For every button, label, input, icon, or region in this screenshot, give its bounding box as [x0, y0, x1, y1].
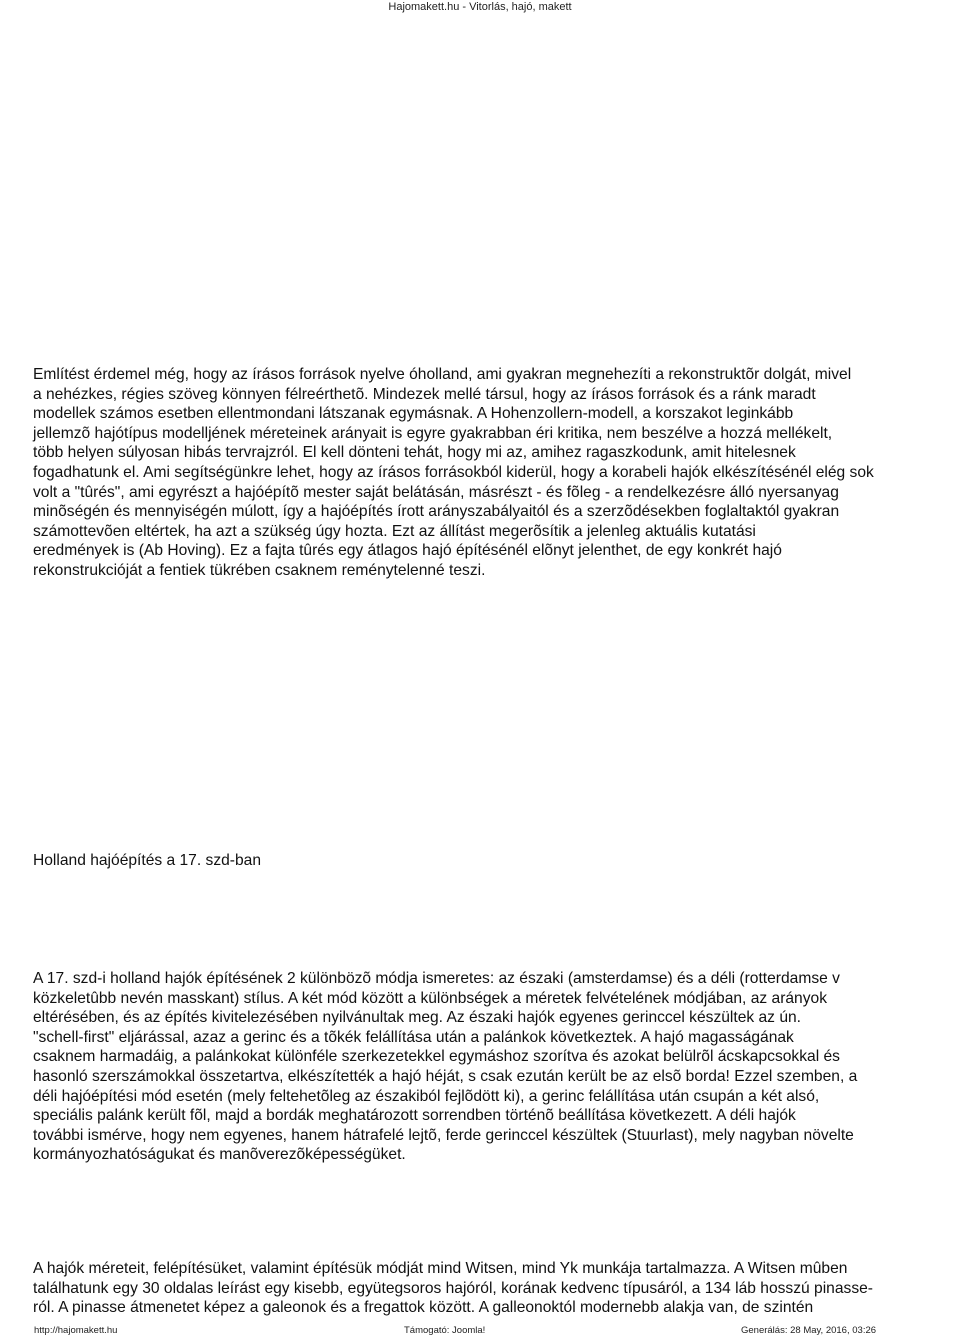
- page-header-title: Hajomakett.hu - Vitorlás, hajó, makett: [388, 1, 572, 13]
- paragraph-3-line: ról. A pinasse átmenetet képez a galeonok és a fregattok között. A galleonoktól modernebb alakja van, de szintén: [33, 1299, 814, 1317]
- paragraph-1-line: modellek számos esetben ellentmondani látszanak egymásnak. A Hohenzollern-modell, a korszakot leginkább: [33, 405, 794, 423]
- paragraph-2-line: csaknem harmadáig, a palánkokat különféle szerkezetekkel egymáshoz szorítva és azokat belülrõl ácskapcsokkal és: [33, 1048, 840, 1066]
- paragraph-2-line: A 17. szd-i holland hajók építésének 2 különbözõ módja ismeretes: az északi (amsterdamse) és a déli (rotterdamse v: [33, 970, 840, 987]
- paragraph-1: [33, 365, 928, 581]
- paragraph-2-line: kormányozhatóságukat és manõverezõképességüket.: [33, 1146, 406, 1164]
- footer-url-link[interactable]: http://hajomakett.hu: [34, 1325, 118, 1336]
- paragraph-3: [33, 1259, 928, 1318]
- paragraph-2-line: további ismérve, hogy nem egyenes, hanem hátrafelé lejtõ, ferde gerinccel készültek (Stuurlast), mely nagyban növelte: [33, 1126, 854, 1144]
- paragraph-1-line: fogadhatunk el. Ami segítségünkre lehet, hogy az írásos forrásokból kiderül, hogy a korabeli hajók elkészítésénél elég sok: [33, 463, 874, 481]
- paragraph-1-line: a nehézkes, régies szöveg könnyen félreérthetõ. Mindezek mellé társul, hogy az írásos források és a ránk maradt: [33, 385, 816, 403]
- paragraph-1-line: több helyen súlyosan hibás tervrajzról. El kell dönteni tehát, hogy mi az, amihez ragaszkodunk, amit hitelesnek: [33, 444, 796, 462]
- paragraph-2-line: déli hajóépítési mód esetén (mely feltehetõleg az északiból fejlõdött ki), a gerinc felállítása után csupán a két alsó,: [33, 1087, 820, 1105]
- paragraph-3-line: A hajók méreteit, felépítésüket, valamint építésük módját mind Witsen, mind Yk munkája tartalmazza. A Witsen mûben: [33, 1260, 848, 1277]
- paragraph-2-line: "schell-first" eljárással, azaz a gerinc és a tõkék felállítása után a palánkok következtek. A hajó magasságának: [33, 1028, 794, 1046]
- paragraph-1-line: volt a "tûrés", ami egyrészt a hajóépítõ mester saját belátásán, másrészt - és fõleg - a rendelkezésre álló nyersanyag: [33, 483, 839, 501]
- footer-generated: Generálás: 28 May, 2016, 03:26: [741, 1325, 877, 1336]
- footer-supporter: Támogató: Joomla!: [404, 1325, 486, 1336]
- page-header: [0, 0, 960, 14]
- paragraph-2: [33, 969, 928, 1165]
- paragraph-1-line: rekonstrukcióját a fentiek tükrében csaknem reménytelenné teszi.: [33, 561, 486, 579]
- paragraph-1-line: Említést érdemel még, hogy az írásos források nyelve óholland, ami gyakran megnehezíti a rekonstruktõr dolgát, mivel: [33, 366, 852, 383]
- paragraph-2-line: speciális palánk került fõl, majd a bordák meghatározott sorrendben történõ beállítása következett. A déli hajók: [33, 1107, 796, 1125]
- paragraph-1-line: számottevõen eltértek, ha azt a szükség úgy hozta. Ezt az állítást megerõsítik a jelenleg aktuális kutatási: [33, 522, 756, 540]
- paragraph-1-line: eredmények is (Ab Hoving). Ez a fajta tûrés egy átlagos hajó építésénél elõnyt jelenthet, de egy konkrét hajó: [33, 542, 782, 560]
- paragraph-2-line: eltérésében, és az építés kivitelezésében nyilvánultak meg. Az északi hajók egyenes gerinccel készültek az ún.: [33, 1009, 801, 1027]
- page-footer: [0, 1325, 960, 1338]
- paragraph-1-line: minõségén és mennyiségén múlott, így a hajóépítés írott arányszabályaitól és a szerzõdésekben foglaltaktól gyakran: [33, 503, 840, 521]
- paragraph-3-line: találhatunk egy 30 oldalas leírást egy kisebb, együtegsoros hajóról, korának kedvenc típusáról, a 134 láb hosszú pinasse-: [33, 1279, 873, 1297]
- section-heading: Holland hajóépítés a 17. szd-ban: [33, 852, 261, 869]
- paragraph-2-line: hasonló szerszámokkal összetartva, elkészítették a hajó héját, s csak ezután került be az elsõ borda! Ezzel szemben, a: [33, 1067, 858, 1085]
- paragraph-1-line: jellemzõ hajótípus modelljének méreteinek arányait is egyre gyakrabban éri kritika, nem beszélve a hozzá mellékelt,: [33, 424, 833, 442]
- paragraph-2-line: közkeletûbb nevén masskant) stílus. A két mód között a különbségek a méretek felvételének módjában, az arányok: [33, 989, 827, 1007]
